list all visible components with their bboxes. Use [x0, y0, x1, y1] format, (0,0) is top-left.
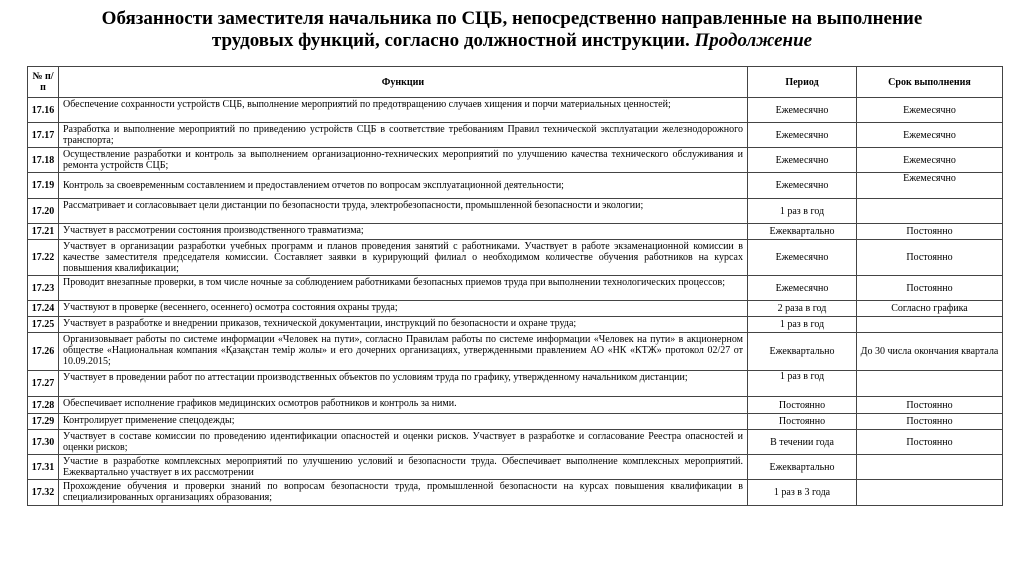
header-deadline: Срок выполнения: [857, 67, 1003, 98]
row-period: 1 раз в год: [748, 317, 857, 333]
table-row: [28, 199, 1003, 224]
table-row: [28, 455, 1003, 480]
row-function: Разработка и выполнение мероприятий по приведению устройств СЦБ в соответствие требованиям Правил технической эксплуатации железнодорожного транспорта;: [59, 123, 748, 148]
row-num: 17.32: [28, 480, 59, 506]
row-period: 1 раз в год: [748, 199, 857, 224]
row-deadline: Ежемесячно: [857, 173, 1003, 199]
row-period: Постоянно: [748, 397, 857, 414]
title-line-1: Обязанности заместителя начальника по СЦБ, непосредственно направленные на выполнение: [101, 8, 923, 29]
row-num: 17.28: [28, 397, 59, 414]
table-row: [28, 371, 1003, 397]
row-deadline: [857, 199, 1003, 224]
row-num: 17.19: [28, 173, 59, 199]
row-deadline: [857, 455, 1003, 480]
row-num: 17.20: [28, 199, 59, 224]
row-num: 17.26: [28, 333, 59, 371]
duties-table: [27, 66, 1003, 506]
header-period: Период: [748, 67, 857, 98]
row-deadline: Постоянно: [857, 397, 1003, 414]
table-header-row: [28, 67, 1003, 98]
row-period: Постоянно: [748, 414, 857, 430]
row-period: 2 раза в год: [748, 301, 857, 317]
row-num: 17.18: [28, 148, 59, 173]
table-row: [28, 123, 1003, 148]
row-num: 17.17: [28, 123, 59, 148]
table-row: [28, 414, 1003, 430]
row-function: Участвует в разработке и внедрении приказов, технической документации, инструкций по безопасности и охране труда;: [59, 317, 748, 333]
header-num: № п/п: [28, 67, 59, 98]
row-period: Ежемесячно: [748, 148, 857, 173]
table-row: [28, 430, 1003, 455]
row-function: Участвует в проведении работ по аттестации производственных объектов по условиям труда по графику, утвержденному начальником дистанции;: [59, 371, 748, 397]
title-line-2: трудовых функций, согласно должностной инструкции. Продолжение: [211, 30, 813, 51]
row-deadline: Согласно графика: [857, 301, 1003, 317]
row-num: 17.25: [28, 317, 59, 333]
row-function: Участвуют в проверке (весеннего, осеннего) осмотра состояния охраны труда;: [59, 301, 748, 317]
row-period: Ежемесячно: [748, 276, 857, 301]
row-num: 17.21: [28, 224, 59, 240]
row-num: 17.29: [28, 414, 59, 430]
title-continuation: Продолжение: [694, 30, 813, 51]
table-row: [28, 173, 1003, 199]
row-deadline: Ежемесячно: [857, 123, 1003, 148]
row-period: Ежеквартально: [748, 455, 857, 480]
table-row: [28, 397, 1003, 414]
row-period: 1 раз в год: [748, 371, 857, 397]
row-num: 17.16: [28, 98, 59, 123]
row-function: Осуществление разработки и контроль за выполнением организационно-технических мероприятий по улучшению качества технического обслуживания и ремонта устройств СЦБ;: [59, 148, 748, 173]
page-title: [0, 8, 1024, 52]
row-deadline: Ежемесячно: [857, 148, 1003, 173]
row-deadline: Постоянно: [857, 240, 1003, 276]
row-deadline: До 30 числа окончания квартала: [857, 333, 1003, 371]
row-deadline: [857, 371, 1003, 397]
row-function: Рассматривает и согласовывает цели дистанции по безопасности труда, электробезопасности, промышленной безопасности и экологии;: [59, 199, 748, 224]
row-period: Ежемесячно: [748, 173, 857, 199]
row-function: Участие в разработке комплексных мероприятий по улучшению условий и безопасности труда. Обеспечивает выполнение комплексных мероприятий. Ежеквартально участвует в их рассмотрении: [59, 455, 748, 480]
row-deadline: [857, 317, 1003, 333]
row-num: 17.30: [28, 430, 59, 455]
row-deadline: Ежемесячно: [857, 98, 1003, 123]
table-row: [28, 224, 1003, 240]
row-period: Ежемесячно: [748, 123, 857, 148]
table-row: [28, 148, 1003, 173]
row-function: Участвует в рассмотрении состояния производственного травматизма;: [59, 224, 748, 240]
row-function: Контроль за своевременным составлением и предоставлением отчетов по вопросам эксплуатационной деятельности;: [59, 173, 748, 199]
row-deadline: Постоянно: [857, 224, 1003, 240]
table-row: [28, 240, 1003, 276]
row-function: Контролирует применение спецодежды;: [59, 414, 748, 430]
row-num: 17.22: [28, 240, 59, 276]
row-num: 17.31: [28, 455, 59, 480]
row-num: 17.27: [28, 371, 59, 397]
header-functions: Функции: [59, 67, 748, 98]
row-period: 1 раз в 3 года: [748, 480, 857, 506]
row-deadline: Постоянно: [857, 414, 1003, 430]
row-function: Участвует в составе комиссии по проведению идентификации опасностей и оценки рисков. Участвует в разработке и согласование Реестра опасностей и оценки рисков;: [59, 430, 748, 455]
table-row: [28, 333, 1003, 371]
row-num: 17.23: [28, 276, 59, 301]
row-deadline: Постоянно: [857, 430, 1003, 455]
row-function: Обеспечивает исполнение графиков медицинских осмотров работников и контроль за ними.: [59, 397, 748, 414]
table-row: [28, 480, 1003, 506]
table-row: [28, 276, 1003, 301]
row-deadline: [857, 480, 1003, 506]
row-period: Ежемесячно: [748, 240, 857, 276]
table-row: [28, 301, 1003, 317]
row-deadline: Постоянно: [857, 276, 1003, 301]
row-function: Проводит внезапные проверки, в том числе ночные за соблюдением работниками безопасных приемов труда при выполнении технологических процессов;: [59, 276, 748, 301]
row-function: Участвует в организации разработки учебных программ и планов проведения занятий с работниками. Участвует в работе экзаменационной комиссии в качестве заместителя председателя комиссии. Составляет заявки в курирующий филиал о необходимом количестве обучения работников на курсах повышения квалификации;: [59, 240, 748, 276]
row-period: Ежемесячно: [748, 98, 857, 123]
row-period: В течении года: [748, 430, 857, 455]
row-function: Организовывает работы по системе информации «Человек на пути», согласно Правилам работы по системе информации «Человек на пути» в акционерном обществе «Национальная компания «Қазақстан темір жолы» и его дочерних организациях, утвержденными правлением АО «НК «КТЖ» протокол 02/27 от 10.09.2015;: [59, 333, 748, 371]
row-period: Ежеквартально: [748, 333, 857, 371]
row-function: Обеспечение сохранности устройств СЦБ, выполнение мероприятий по предотвращению случаев хищения и порчи материальных ценностей;: [59, 98, 748, 123]
row-num: 17.24: [28, 301, 59, 317]
table-row: [28, 317, 1003, 333]
table-row: [28, 98, 1003, 123]
row-function: Прохождение обучения и проверки знаний по вопросам безопасности труда, промышленной безопасности на курсах повышения квалификации в специализированных организациях образования;: [59, 480, 748, 506]
row-period: Ежеквартально: [748, 224, 857, 240]
